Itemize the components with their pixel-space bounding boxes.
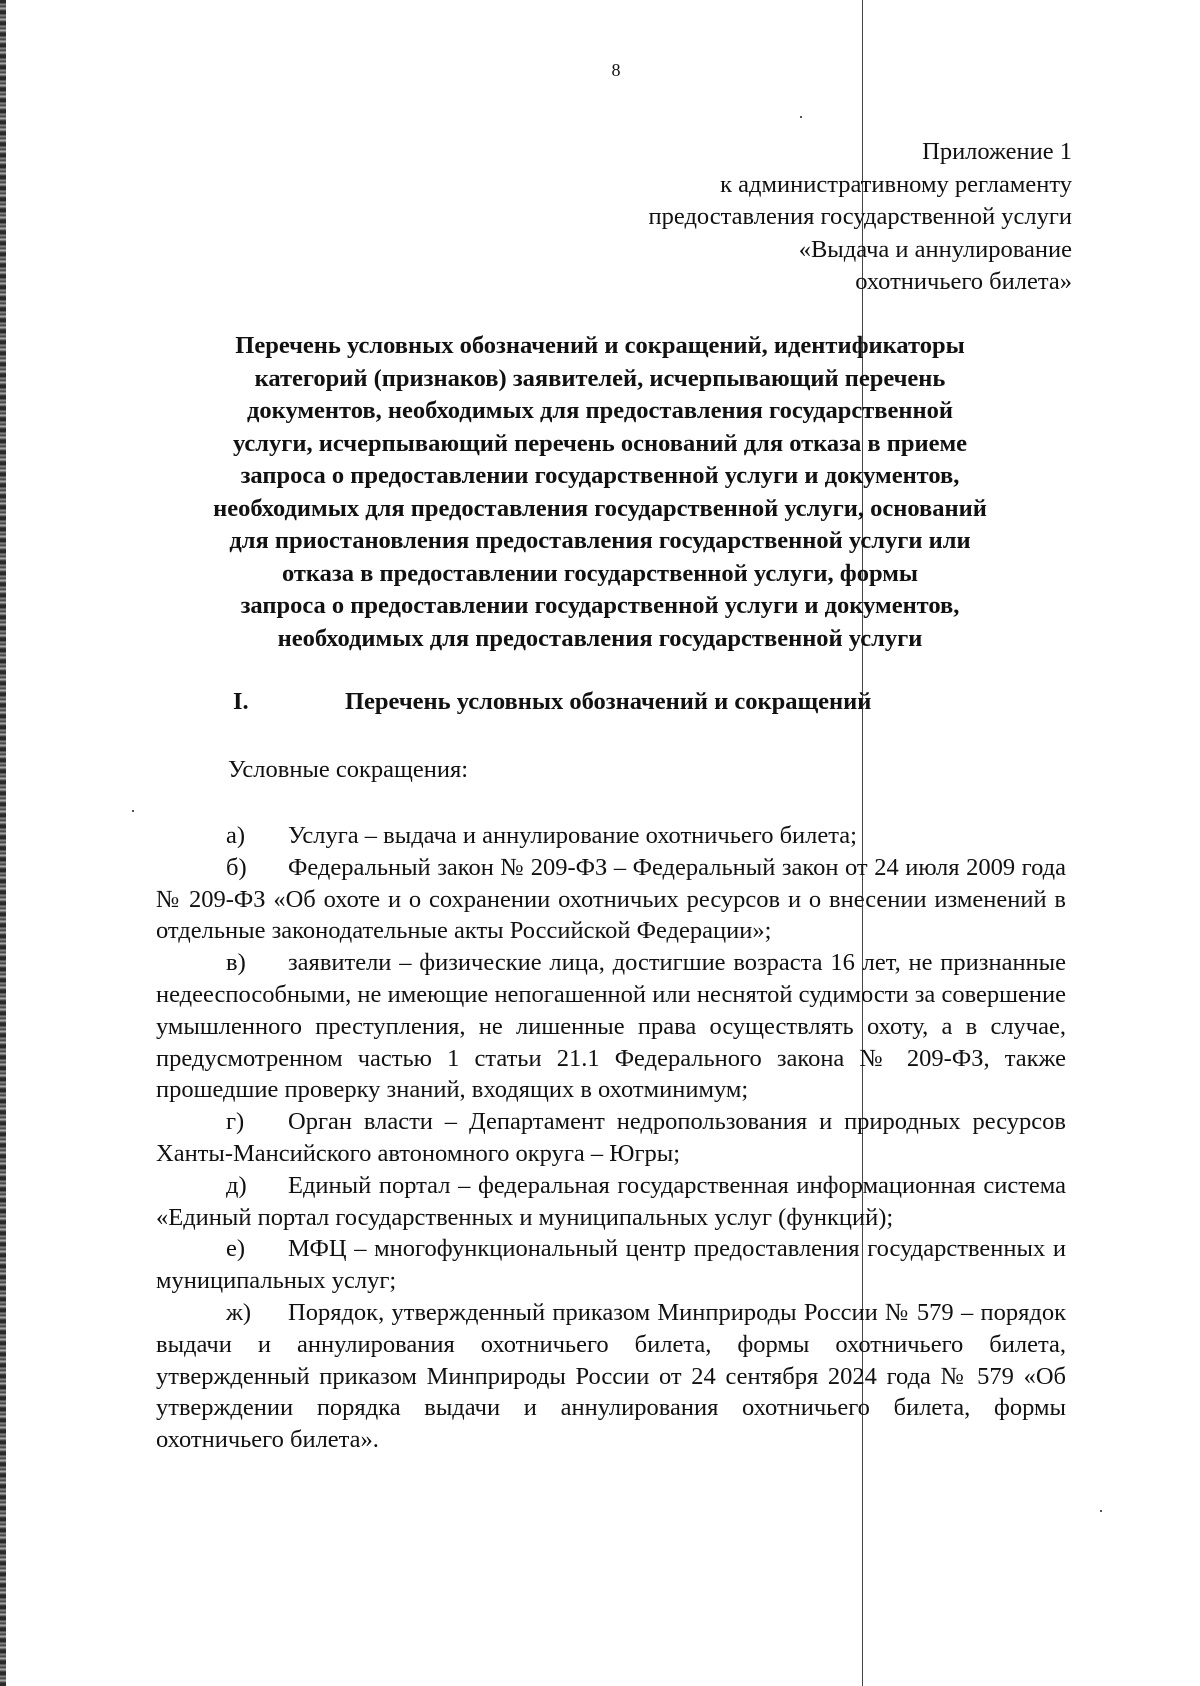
title-line: для приостановления предоставления государственной услуги или (229, 527, 971, 554)
title-line: запроса о предоставлении государственной услуги и документов, (240, 462, 960, 489)
title-line: Перечень условных обозначений и сокращений, идентификаторы (235, 332, 965, 359)
item-marker: а) (226, 822, 246, 849)
appendix-line: Приложение 1 (922, 138, 1072, 165)
list-item (156, 1170, 1066, 1234)
list-item (156, 852, 1066, 947)
item-text: Услуга – выдача и аннулирование охотничьего билета; (288, 822, 857, 849)
appendix-block (649, 136, 1072, 299)
item-text: Орган власти – Департамент недропользования и природных ресурсов Ханты-Мансийского автономного округа – Югры; (156, 1108, 1066, 1167)
item-marker: г) (226, 1108, 245, 1136)
scan-dot (132, 810, 134, 812)
appendix-line: «Выдача и аннулирование (798, 235, 1072, 263)
abbreviations-list (156, 820, 1066, 1456)
list-item (156, 820, 1066, 852)
item-text: Порядок, утвержденный приказом Минприроды России № 579 – порядок выдачи и аннулирования охотничьего билета, формы охотничьего билета, утвержденный приказом Минприроды России от 24 сентября 2024 года № 579 «Об утверждении порядка выдачи и аннулирования охотничьего билета, формы охотничьего билета». (156, 1298, 1066, 1454)
page-number: 8 (611, 60, 621, 80)
title-line: категорий (признаков) заявителей, исчерпывающий перечень (254, 364, 946, 392)
item-marker: в) (226, 949, 246, 977)
scan-dot (1100, 1510, 1102, 1512)
scan-dot (800, 116, 802, 118)
title-line: запроса о предоставлении государственной услуги и документов, (240, 592, 960, 619)
section-number: I. (233, 688, 249, 715)
item-text: Единый портал – федеральная государственная информационная система «Единый портал государственных и муниципальных услуг (функций); (156, 1171, 1066, 1231)
appendix-line: к административному регламенту (720, 170, 1072, 198)
item-marker: б) (226, 853, 247, 881)
list-item (156, 1297, 1066, 1456)
list-item (156, 1233, 1066, 1297)
list-item (156, 1106, 1066, 1170)
scan-edge (0, 0, 6, 1686)
appendix-line: предоставления государственной услуги (648, 203, 1072, 230)
item-marker: д) (226, 1171, 247, 1199)
item-text: заявители – физические лица, достигшие возраста 16 лет, не признанные недееспособными, не имеющие непогашенной или неснятой судимости за совершение умышленного преступления, не лишенные права осуществлять охоту, а в случае, предусмотренном частью 1 статьи 21.1 Федерального закона № 209-ФЗ, также прошедшие проверку знаний, входящих в охотминимум; (156, 949, 1066, 1104)
section-heading (233, 688, 871, 716)
title-line: документов, необходимых для предоставления государственной (247, 397, 953, 424)
item-marker: е) (226, 1235, 246, 1263)
document-title (140, 330, 1060, 655)
item-text: Федеральный закон № 209-ФЗ – Федеральный закон от 24 июля 2009 года № 209-ФЗ «Об охоте и о сохранении охотничьих ресурсов и о внесении изменений в отдельные законодательные акты Российской Федерации»; (156, 853, 1066, 945)
item-marker: ж) (226, 1298, 252, 1326)
list-item (156, 947, 1066, 1106)
appendix-line: охотничьего билета» (855, 268, 1072, 295)
title-line: отказа в предоставлении государственной услуги, формы (281, 559, 919, 587)
title-line: необходимых для предоставления государственной услуги, оснований (213, 494, 987, 522)
item-text: МФЦ – многофункциональный центр предоставления государственных и муниципальных услуг; (156, 1235, 1066, 1295)
title-line: необходимых для предоставления государственной услуги (277, 624, 923, 652)
section-title: Перечень условных обозначений и сокращений (345, 688, 872, 715)
abbreviations-subheading: Условные сокращения: (228, 756, 469, 783)
title-line: услуги, исчерпывающий перечень оснований для отказа в приеме (232, 429, 968, 457)
